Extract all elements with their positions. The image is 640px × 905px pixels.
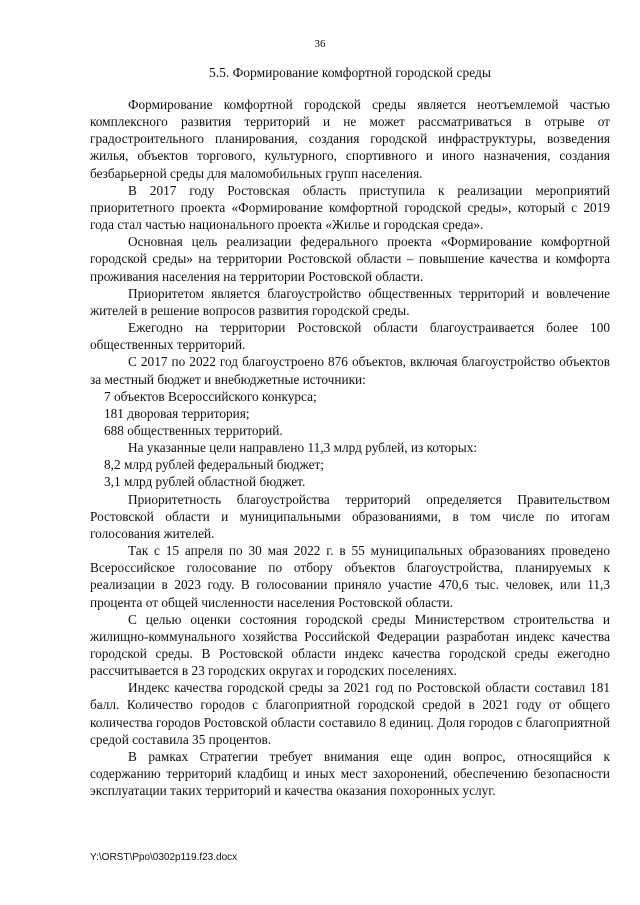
paragraph-quality-index: С целью оценки состояния городской среды Министерством строительства и жилищно-коммунального хозяйства Российской Федерации разработан индекс качества городской среды. В Ростовской области индекс качества городской среды ежегодно рассчитывается в 23 городских округах и городских поселениях.: [90, 611, 610, 679]
paragraph-cemeteries: В рамках Стратегии требует внимания еще один вопрос, относящийся к содержанию территорий кладбищ и иных мест захоронений, обеспечению безопасности эксплуатации таких территорий и качества оказания похоронных услуг.: [90, 748, 610, 799]
list-item-contest: 7 объектов Всероссийского конкурса;: [104, 388, 317, 404]
paragraph-funding: На указанные цели направлено 11,3 млрд рублей, из которых:: [128, 440, 478, 456]
paragraph-intro: Формирование комфортной городской среды является неотъемлемой частью комплексного развития территорий и не может рассматриваться в отрыве от градостроительного планирования, создания городской инфраструктуры, возведения жилья, объектов торгового, культурного, спортивного и иного назначения, создания безбарьерной среды для маломобильных групп населения.: [90, 97, 610, 181]
paragraph-yearly: Ежегодно на территории Ростовской области благоустраивается более 100 общественных территорий.: [90, 320, 610, 353]
document-body: [90, 96, 610, 799]
paragraph-index-2021: Индекс качества городской среды за 2021 год по Ростовской области составил 181 балл. Количество городов с благоприятной городской средой в 2021 году от общего количества городов Ростовской области составило 8 единиц. Доля городов с благоприятной средой составила 35 процентов.: [90, 680, 610, 747]
paragraph-objects-total: С 2017 по 2022 год благоустроено 876 объектов, включая благоустройство объектов за местный бюджет и внебюджетные источники:: [90, 354, 610, 387]
list-item-federal-budget: 8,2 млрд рублей федеральный бюджет;: [104, 457, 324, 473]
list-item-public: 688 общественных территорий.: [104, 422, 283, 438]
paragraph-voting: Так с 15 апреля по 30 мая 2022 г. в 55 муниципальных образованиях проведено Всероссийское голосование по отбору объектов благоустройства, планируемых к реализации в 2023 году. В голосовании приняло участие 470,6 тыс. человек, или 11,3 процента от общей численности населения Ростовской области.: [90, 543, 610, 610]
paragraph-main-goal: Основная цель реализации федерального проекта «Формирование комфортной городской среды» на территории Ростовской области – повышение качества и комфорта проживания населения на территории Ростовской области.: [90, 234, 610, 284]
paragraph-priority-definition: Приоритетность благоустройства территорий определяется Правительством Ростовской области и муниципальными образованиями, в том числе по итогам голосования жителей.: [90, 491, 610, 541]
list-item-regional-budget: 3,1 млрд рублей областной бюджет.: [104, 474, 306, 490]
paragraph-priority: Приоритетом является благоустройство общественных территорий и вовлечение жителей в решение вопросов развития городской среды.: [90, 285, 610, 318]
page-number: 36: [314, 38, 326, 50]
list-item-yards: 181 дворовая территория;: [104, 405, 250, 421]
section-title: 5.5. Формирование комфортной городской среды: [209, 65, 491, 80]
paragraph-2017-project: В 2017 году Ростовская область приступила к реализации мероприятий приоритетного проекта «Формирование комфортной городской среды», который с 2019 года стал частью национального проекта «Жилье и городская среда».: [90, 182, 610, 233]
footer-file-path: Y:\ORST\Ppo\0302p119.f23.docx: [90, 852, 238, 863]
